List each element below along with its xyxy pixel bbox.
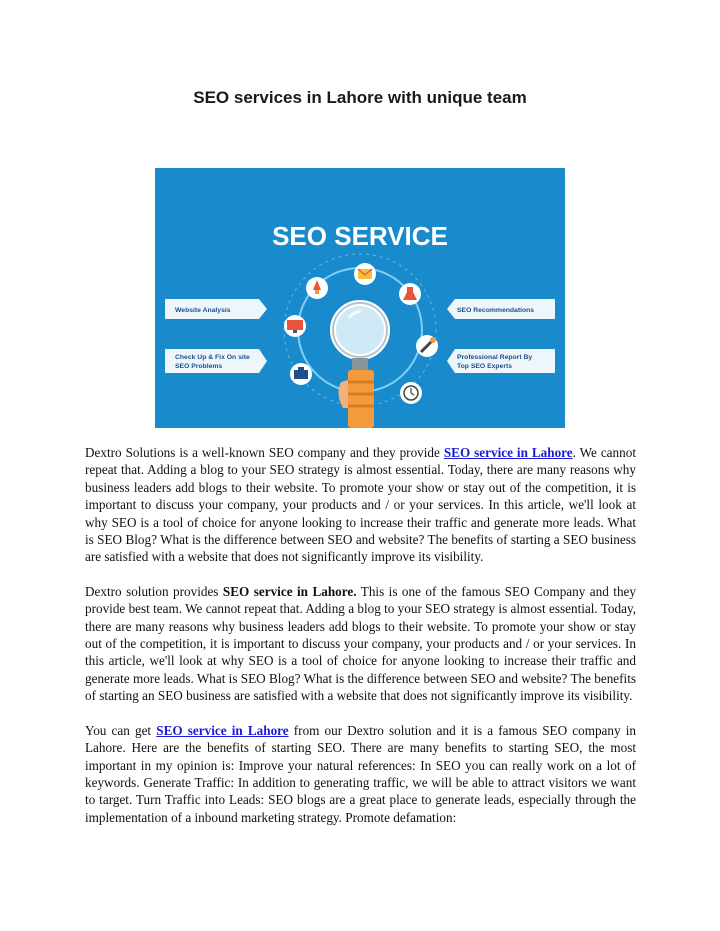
envelope-icon — [354, 263, 376, 285]
paragraph-1 — [85, 444, 636, 566]
label-professional-report — [447, 349, 555, 373]
hero-heading: SEO SERVICE — [272, 221, 448, 251]
paragraph-2-bold-phrase: SEO service in Lahore. — [222, 583, 357, 599]
label-website-analysis — [165, 299, 267, 319]
paragraph-1-text-end: . We cannot repeat that. Adding a blog to your SEO strategy is almost essential. Today, there are many reasons why business leaders add blogs to their website. To promote your show or stay out of the competition, it is important to discuss your company, your products and / or your services. In this article, we'll look at why SEO is a tool of choice for anyone looking to increase their traffic and generate more leads. What is SEO Blog? What is the difference between SEO and website? The benefits of starting a SEO business are satisfied with a website that does not significantly improve its visibility. — [85, 445, 636, 565]
paragraph-2-text-end: This is one of the famous SEO Company and they provide best team. We cannot repeat that. Adding a blog to your SEO strategy is almost essential. Today, there are many reasons why business leaders add blogs to their website. To promote your show or stay out of the competition, it is important to discuss your company, your products and / or your services. In this article, we'll look at why SEO is a tool of choice for anyone looking to increase their traffic and generate more leads. What is SEO Blog? What is the difference between SEO and website? The benefits of starting an SEO business are satisfied with a website that does not significantly improve its visibility. — [85, 583, 636, 704]
briefcase-icon — [290, 363, 312, 385]
paragraph-2 — [85, 583, 636, 705]
seo-service-lahore-link-2[interactable]: SEO service in Lahore — [156, 722, 289, 738]
rocket-icon — [306, 277, 328, 299]
paragraph-2-text-start: Dextro solution provides — [85, 583, 223, 599]
svg-text:Top SEO Experts: Top SEO Experts — [457, 363, 513, 370]
svg-text:SEO Problems: SEO Problems — [175, 363, 223, 370]
clock-icon — [400, 382, 422, 404]
paragraph-3-text-end: from our Dextro solution and it is a famous SEO company in Lahore. Here are the benefits of starting SEO. There are many benefits to starting SEO, the most important in my opinion is: Improve your natural references: In SEO you can really work on a lot of keywords. Generate Traffic: In addition to generating traffic, we will be able to attract visitors we want to target. Turn Traffic into Leads: SEO blogs are a great place to generate leads, especially through the implementation of a inbound marketing strategy. Promote defamation: — [85, 722, 636, 825]
label-check-up — [165, 349, 267, 373]
flask-icon — [399, 283, 421, 305]
label-seo-recommendations — [447, 299, 555, 319]
monitor-icon — [284, 315, 306, 337]
svg-text:Professional Report By: Professional Report By — [457, 354, 533, 361]
wrench-icon — [416, 335, 438, 357]
magnifier-handle — [348, 370, 374, 428]
seo-service-lahore-link[interactable]: SEO service in Lahore — [443, 445, 573, 460]
seo-service-hero-image — [155, 168, 565, 428]
paragraph-3-text-start: You can get — [85, 722, 157, 738]
svg-text:SEO Recommendations: SEO Recommendations — [457, 307, 535, 314]
paragraph-1-text-start: Dextro Solutions is a well-known SEO company and they provide — [85, 445, 444, 460]
svg-text:Website Analysis: Website Analysis — [175, 307, 231, 314]
article-body — [85, 444, 636, 843]
document-title: SEO services in Lahore with unique team — [193, 88, 527, 107]
svg-text:Check Up & Fix On site: Check Up & Fix On site — [175, 354, 250, 361]
paragraph-3 — [85, 722, 636, 826]
